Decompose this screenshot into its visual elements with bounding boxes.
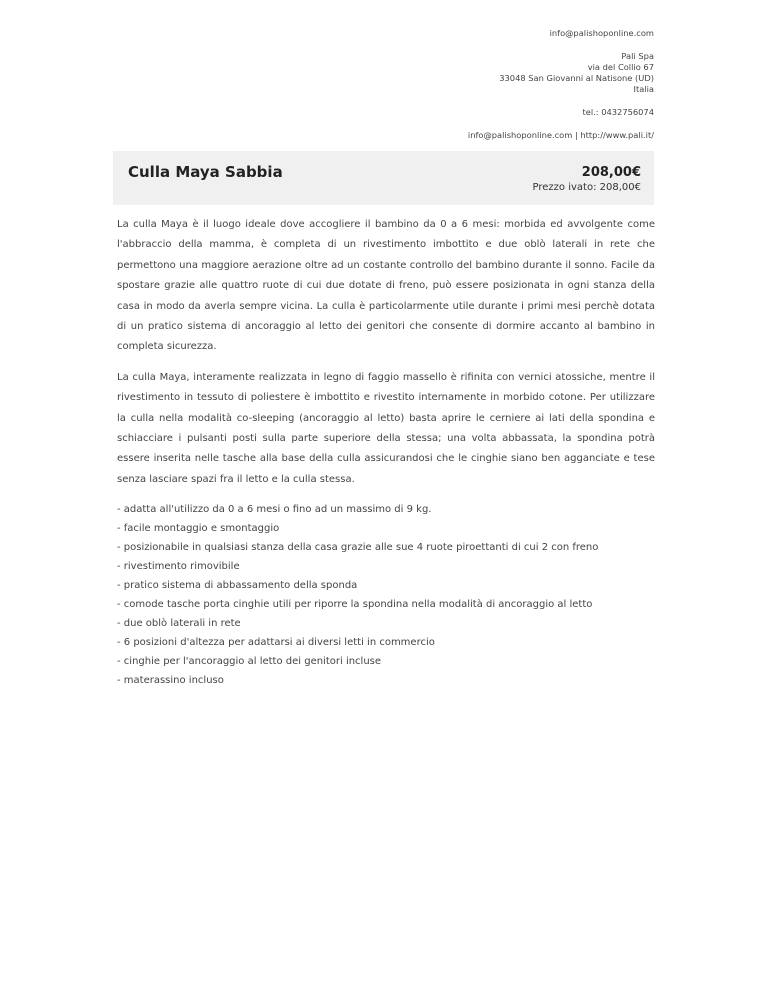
feature-item: - adatta all'utilizzo da 0 a 6 mesi o fino ad un massimo di 9 kg.: [117, 504, 432, 516]
product-price-vat: Prezzo ivato: 208,00€: [532, 182, 641, 193]
address-city: 33048 San Giovanni al Natisone (UD): [499, 73, 654, 83]
product-price: 208,00€: [581, 165, 641, 180]
feature-item: - due oblò laterali in rete: [117, 618, 241, 630]
feature-item: - posizionabile in qualsiasi stanza della casa grazie alle sue 4 ruote piroettanti di cui 2 con freno: [117, 542, 599, 554]
feature-item: - materassino incluso: [117, 675, 224, 687]
product-title-box: [113, 151, 654, 205]
product-description: [117, 215, 655, 690]
company-name: Pali Spa: [621, 51, 654, 61]
description-paragraph: La culla Maya è il luogo ideale dove accogliere il bambino da 0 a 6 mesi: morbida ed avvolgente come l'abbraccio della mamma, è completa di un rivestimento imbottito e due oblò laterali in rete che permettono una maggiore aerazione oltre ad un costante controllo del bambino durante il sonno. Facile da spostare grazie alle quattro ruote di cui due dotate di freno, può essere posizionata in ogni stanza della casa in modo da averla sempre vicina. La culla è particolarmente utile durante i primi mesi perchè dotata di un pratico sistema di ancoraggio al letto dei genitori che consente di dormire accanto al bambino in completa sicurezza.: [117, 219, 655, 353]
header-email[interactable]: info@palishoponline.com: [549, 28, 654, 38]
company-header: [468, 28, 654, 141]
description-paragraph: La culla Maya, interamente realizzata in legno di faggio massello è rifinita con vernici atossiche, mentre il rivestimento in tessuto di poliestere è imbottito e rivestito internamente in morbido cotone. Per utilizzare la culla nella modalità co-sleeping (ancoraggio al letto) basta aprire le cerniere ai lati della spondina e schiacciare i pulsanti posti sulla parte superiore della stessa; una volta abbassata, la spondina potrà essere inserita nelle tasche alla base della culla assicurandosi che le cinghie siano ben agganciate e tese senza lasciare spazi fra il letto e la culla stessa.: [117, 371, 655, 485]
feature-item: - rivestimento rimovibile: [117, 561, 240, 573]
feature-item: - cinghie per l'ancoraggio al letto dei genitori incluse: [117, 656, 382, 668]
feature-item: - 6 posizioni d'altezza per adattarsi ai diversi letti in commercio: [117, 637, 435, 649]
feature-list: [117, 500, 655, 690]
feature-item: - facile montaggio e smontaggio: [117, 523, 280, 535]
address-street: via del Collio 67: [587, 62, 654, 72]
contact-links[interactable]: info@palishoponline.com | http://www.pali.it/: [467, 130, 654, 140]
address-country: Italia: [633, 84, 654, 94]
feature-item: - pratico sistema di abbassamento della sponda: [117, 580, 358, 592]
feature-item: - comode tasche porta cinghie utili per riporre la spondina nella modalità di ancoraggio al letto: [117, 599, 593, 611]
phone-number: tel.: 0432756074: [582, 107, 654, 117]
product-title: Culla Maya Sabbia: [128, 163, 283, 181]
